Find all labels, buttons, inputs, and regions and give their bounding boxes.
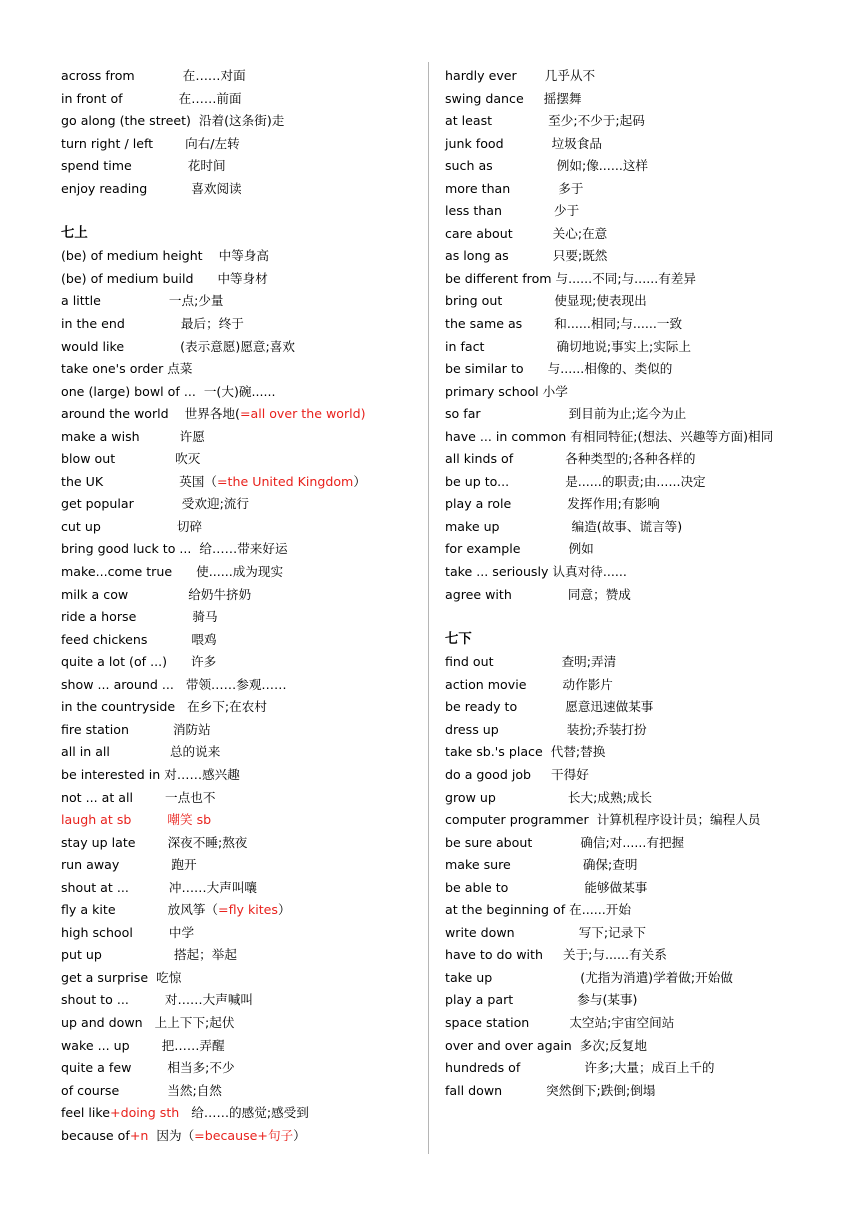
entry-text: (be) of medium height 中等身高 [61, 248, 270, 264]
entry-text: grow up 长大;成熟;成长 [445, 789, 652, 805]
highlighted-text: =all over the world) [239, 406, 366, 422]
vocab-entry [61, 336, 423, 359]
entry-text: 七下 [445, 631, 472, 647]
entry-text: ） [293, 1127, 306, 1143]
entry-text: take up (尤指为消遣)学着做;开始做 [445, 969, 733, 985]
entry-text: get popular 受欢迎;流行 [61, 496, 250, 512]
entry-text: action movie 动作影片 [445, 676, 613, 692]
entry-text: not ... at all 一点也不 [61, 789, 216, 805]
entry-text: at least 至少;不少于;起码 [445, 113, 645, 129]
entry-text: in front of 在……前面 [61, 90, 242, 106]
entry-text: in the countryside 在乡下;在农村 [61, 699, 267, 715]
vocab-entry [61, 1080, 423, 1103]
entry-text: bring out 使显现;使表现出 [445, 293, 647, 309]
vocab-entry [445, 674, 845, 697]
entry-text: dress up 装扮;乔装打扮 [445, 721, 647, 737]
vocab-entry [445, 764, 845, 787]
entry-text: be interested in 对……感兴趣 [61, 766, 240, 782]
vocab-entry [61, 88, 423, 111]
vocab-entry [445, 403, 845, 426]
entry-text: 因为（ [148, 1127, 195, 1143]
entry-text: take sb.'s place 代替;替换 [445, 744, 606, 760]
vocab-entry [61, 854, 423, 877]
entry-text: up and down 上上下下;起伏 [61, 1014, 235, 1030]
vocab-entry [445, 651, 845, 674]
vocab-entry [445, 223, 845, 246]
vocab-entry [61, 922, 423, 945]
vocab-entry [61, 809, 423, 832]
entry-text: spend time 花时间 [61, 158, 226, 174]
entry-text: the UK 英国（ [61, 473, 217, 489]
vocab-entry [445, 989, 845, 1012]
entry-text: write down 写下;记录下 [445, 924, 646, 940]
entry-text: as long as 只要;既然 [445, 248, 608, 264]
highlighted-text: +doing sth [110, 1105, 180, 1121]
entry-text: have ... in common 有相同特征;(想法、兴趣等方面)相同 [445, 428, 774, 444]
vocab-entry [61, 290, 423, 313]
vocab-entry [445, 88, 845, 111]
entry-text: such as 例如;像......这样 [445, 158, 649, 174]
entry-text: show ... around ... 带领……参观…… [61, 676, 287, 692]
vocab-entry [445, 967, 845, 990]
entry-text: play a part 参与(某事) [445, 992, 638, 1008]
entry-text: fall down 突然倒下;跌倒;倒塌 [445, 1082, 656, 1098]
vocab-entry [445, 877, 845, 900]
vocab-entry [61, 719, 423, 742]
entry-text: because of [61, 1127, 130, 1143]
vocab-entry [61, 1125, 423, 1148]
vocab-entry [61, 426, 423, 449]
vocab-entry [61, 967, 423, 990]
vocab-entry [445, 290, 845, 313]
vocab-entry [61, 358, 423, 381]
entry-text: the same as 和......相同;与......一致 [445, 316, 683, 332]
entry-text: over and over again 多次;反复地 [445, 1037, 647, 1053]
entry-text: stay up late 深夜不睡;熬夜 [61, 834, 248, 850]
vocab-entry [61, 538, 423, 561]
vocab-entry [61, 989, 423, 1012]
entry-text: make...come true 使......成为现实 [61, 564, 284, 580]
vocab-entry [445, 1035, 845, 1058]
vocab-entry [61, 133, 423, 156]
entry-text: enjoy reading 喜欢阅读 [61, 180, 242, 196]
highlighted-text: =fly kites [218, 902, 278, 918]
vocab-entry [445, 899, 845, 922]
vocab-entry [61, 245, 423, 268]
entry-text: all in all 总的说来 [61, 744, 221, 760]
entry-text: be sure about 确信;对......有把握 [445, 834, 685, 850]
entry-text: for example 例如 [445, 541, 594, 557]
entry-text: be ready to 愿意迅速做某事 [445, 699, 654, 715]
vocab-entry [61, 1057, 423, 1080]
vocab-entry [445, 944, 845, 967]
entry-text: get a surprise 吃惊 [61, 969, 182, 985]
vocab-entry [61, 516, 423, 539]
entry-text: in the end 最后；终于 [61, 316, 244, 332]
vocab-entry [445, 313, 845, 336]
section-heading [445, 629, 845, 652]
vocab-entry [445, 696, 845, 719]
entry-text: primary school 小学 [445, 383, 568, 399]
entry-text: fly a kite 放风筝（ [61, 902, 219, 918]
highlighted-text: =because+句子 [194, 1127, 294, 1143]
entry-text: run away 跑开 [61, 857, 197, 873]
vocab-entry [61, 381, 423, 404]
vocab-entry [61, 584, 423, 607]
vocab-entry [61, 1012, 423, 1035]
right-column [445, 65, 845, 1102]
vocab-entry [61, 877, 423, 900]
left-column [61, 65, 423, 1147]
vocab-entry [61, 696, 423, 719]
vocab-entry [61, 606, 423, 629]
vocab-entry [445, 561, 845, 584]
vocab-entry [445, 381, 845, 404]
entry-text: feel like [61, 1105, 111, 1121]
entry-text: have to do with 关于;与......有关系 [445, 947, 667, 963]
entry-text: shout at ... 冲……大声叫嚷 [61, 879, 258, 895]
vocab-entry [61, 561, 423, 584]
entry-text: be able to 能够做某事 [445, 879, 648, 895]
entry-text: computer programmer 计算机程序设计员；编程人员 [445, 812, 761, 828]
entry-text: quite a few 相当多;不少 [61, 1060, 235, 1076]
spacer [61, 200, 423, 223]
entry-text: of course 当然;自然 [61, 1082, 222, 1098]
vocab-entry [445, 854, 845, 877]
entry-text: so far 到目前为止;迄今为止 [445, 406, 687, 422]
vocab-entry [445, 471, 845, 494]
vocab-entry [445, 178, 845, 201]
vocab-entry [445, 516, 845, 539]
entry-text: turn right / left 向右/左转 [61, 135, 240, 151]
vocab-entry [61, 448, 423, 471]
section-heading [61, 223, 423, 246]
entry-text: hundreds of 许多;大量；成百上千的 [445, 1060, 715, 1076]
highlighted-text: laugh at sb 嘲笑 sb [61, 812, 212, 828]
entry-text: wake ... up 把……弄醒 [61, 1037, 225, 1053]
vocab-entry [445, 133, 845, 156]
entry-text: space station 太空站;宇宙空间站 [445, 1014, 675, 1030]
entry-text: ） [278, 902, 291, 918]
vocab-entry [61, 899, 423, 922]
vocab-entry [61, 787, 423, 810]
vocab-entry [61, 110, 423, 133]
entry-text: (be) of medium build 中等身材 [61, 270, 268, 286]
entry-text: be similar to 与......相像的、类似的 [445, 361, 673, 377]
entry-text: ） [353, 473, 366, 489]
entry-text: fire station 消防站 [61, 721, 211, 737]
column-divider [428, 62, 429, 1154]
entry-text: ride a horse 骑马 [61, 609, 218, 625]
vocab-entry [61, 629, 423, 652]
entry-text: around the world 世界各地( [61, 406, 240, 422]
vocab-entry [445, 538, 845, 561]
vocab-entry [61, 493, 423, 516]
vocab-entry [61, 268, 423, 291]
vocab-entry [61, 403, 423, 426]
entry-text: less than 少于 [445, 203, 580, 219]
vocab-entry [61, 155, 423, 178]
vocab-entry [61, 471, 423, 494]
vocab-entry [61, 1035, 423, 1058]
vocab-entry [445, 448, 845, 471]
entry-text: shout to ... 对……大声喊叫 [61, 992, 254, 1008]
entry-text: high school 中学 [61, 924, 195, 940]
vocab-entry [445, 245, 845, 268]
vocab-entry [445, 832, 845, 855]
vocab-entry [61, 764, 423, 787]
vocab-entry [445, 1012, 845, 1035]
vocab-entry [61, 944, 423, 967]
vocab-entry [445, 1057, 845, 1080]
vocab-entry [445, 155, 845, 178]
entry-text: make up 编造(故事、谎言等) [445, 518, 683, 534]
entry-text: bring good luck to ... 给……带来好运 [61, 541, 288, 557]
vocab-entry [61, 832, 423, 855]
entry-text: all kinds of 各种类型的;各种各样的 [445, 451, 696, 467]
vocab-entry [445, 741, 845, 764]
entry-text: do a good job 干得好 [445, 766, 589, 782]
entry-text: more than 多于 [445, 180, 584, 196]
vocab-entry [445, 65, 845, 88]
entry-text: go along (the street) 沿着(这条街)走 [61, 113, 285, 129]
entry-text: find out 查明;弄清 [445, 654, 617, 670]
highlighted-text: =the United Kingdom [217, 473, 354, 489]
vocab-entry [445, 200, 845, 223]
highlighted-text: +n [129, 1127, 149, 1143]
vocab-entry [61, 741, 423, 764]
entry-text: milk a cow 给奶牛挤奶 [61, 586, 252, 602]
vocab-entry [61, 674, 423, 697]
entry-text: feed chickens 喂鸡 [61, 631, 217, 647]
entry-text: blow out 吹灭 [61, 451, 201, 467]
vocab-entry [445, 922, 845, 945]
vocab-entry [445, 110, 845, 133]
vocab-entry [445, 809, 845, 832]
entry-text: take ... seriously 认真对待...... [445, 564, 627, 580]
vocab-entry [445, 719, 845, 742]
vocab-entry [61, 65, 423, 88]
entry-text: agree with 同意；赞成 [445, 586, 631, 602]
vocab-entry [445, 358, 845, 381]
entry-text: put up 搭起；举起 [61, 947, 237, 963]
entry-text: quite a lot (of ...) 许多 [61, 654, 217, 670]
vocab-entry [445, 493, 845, 516]
entry-text: be up to... 是......的职责;由......决定 [445, 473, 706, 489]
entry-text: would like (表示意愿)愿意;喜欢 [61, 338, 295, 354]
vocab-entry [61, 178, 423, 201]
vocab-entry [445, 787, 845, 810]
entry-text: swing dance 摇摆舞 [445, 90, 582, 106]
entry-text: make sure 确保;查明 [445, 857, 638, 873]
vocab-entry [445, 268, 845, 291]
vocab-entry [61, 313, 423, 336]
vocab-entry [61, 1102, 423, 1125]
entry-text: across from 在……对面 [61, 68, 246, 83]
entry-text: in fact 确切地说;事实上;实际上 [445, 338, 691, 354]
vocab-entry [445, 336, 845, 359]
entry-text: be different from 与......不同;与......有差异 [445, 270, 696, 286]
vocab-entry [445, 1080, 845, 1103]
entry-text: care about 关心;在意 [445, 225, 608, 241]
entry-text: hardly ever 几乎从不 [445, 68, 596, 83]
entry-text: 给……的感觉;感受到 [179, 1105, 309, 1121]
entry-text: cut up 切碎 [61, 518, 203, 534]
entry-text: make a wish 许愿 [61, 428, 205, 444]
entry-text: a little 一点;少量 [61, 293, 224, 309]
vocab-entry [445, 426, 845, 449]
vocab-entry [61, 651, 423, 674]
entry-text: junk food 垃圾食品 [445, 135, 603, 151]
spacer [445, 606, 845, 629]
vocab-entry [445, 584, 845, 607]
entry-text: one (large) bowl of ... 一(大)碗...... [61, 383, 276, 399]
entry-text: at the beginning of 在......开始 [445, 902, 631, 918]
entry-text: play a role 发挥作用;有影响 [445, 496, 660, 512]
entry-text: take one's order 点菜 [61, 361, 193, 377]
entry-text: 七上 [61, 225, 88, 241]
